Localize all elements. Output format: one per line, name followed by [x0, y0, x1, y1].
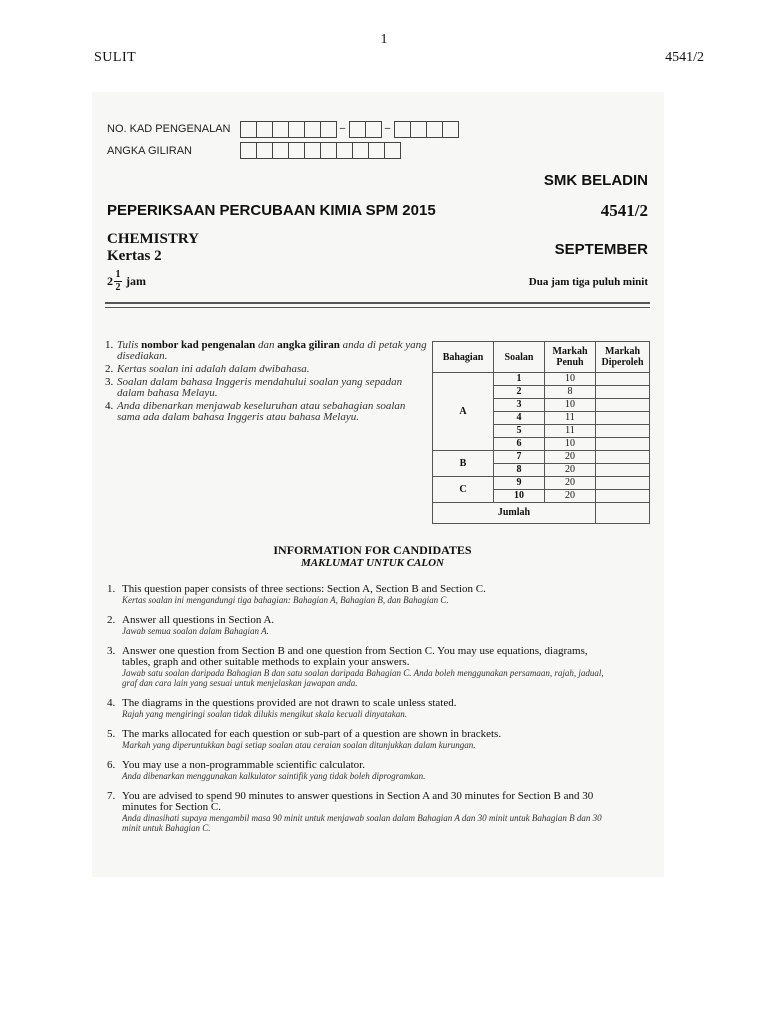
question-cell: 3: [494, 399, 545, 412]
ic-digit-box[interactable]: [304, 121, 321, 138]
obtained-cell[interactable]: [596, 412, 650, 425]
index-digit-box[interactable]: [272, 142, 289, 159]
question-cell: 8: [494, 464, 545, 477]
info-item: 7. You are advised to spend 90 minutes to answer questions in Section A and 30 minutes for Section B and 30 minutes for Section C. Anda dinasihati supaya mengambil masa 90 minit untuk menjawab soalan dalam Bahagian A dan 30 minit untuk Bahagian B dan 30 minit untuk Bahagian C.: [107, 790, 602, 833]
obtained-cell[interactable]: [596, 490, 650, 503]
info-item: 6. You may use a non-programmable scientific calculator. Anda dibenarkan menggunakan kalkulator saintifik yang tidak boleh diprogramkan.: [107, 759, 426, 781]
obtained-cell[interactable]: [596, 399, 650, 412]
full-marks-cell: 20: [545, 451, 596, 464]
info-item: 4. The diagrams in the questions provided are not drawn to scale unless stated. Rajah yang mengiringi soalan tidak dilukis mengikut skala kecuali dinyatakan.: [107, 697, 457, 719]
index-digit-box[interactable]: [256, 142, 273, 159]
header-rule: [105, 302, 650, 304]
ic-digit-box[interactable]: [272, 121, 289, 138]
table-row: [433, 477, 650, 490]
ic-digit-box[interactable]: [349, 121, 366, 138]
ic-digit-box[interactable]: [365, 121, 382, 138]
school-name: SMK BELADIN: [543, 172, 648, 189]
duration: [107, 270, 146, 293]
classification-label: SULIT: [94, 50, 137, 65]
section-cell: A: [433, 373, 494, 451]
obtained-cell[interactable]: [596, 386, 650, 399]
index-digit-box[interactable]: [384, 142, 401, 159]
section-cell: B: [433, 451, 494, 477]
obtained-cell[interactable]: [596, 373, 650, 386]
obtained-cell[interactable]: [596, 425, 650, 438]
question-cell: 6: [494, 438, 545, 451]
index-digit-box[interactable]: [304, 142, 321, 159]
index-number-boxes[interactable]: [240, 142, 400, 159]
obtained-cell[interactable]: [596, 451, 650, 464]
exam-title: PEPERIKSAAN PERCUBAAN KIMIA SPM 2015: [107, 202, 436, 219]
ic-separator: –: [384, 123, 391, 134]
header-marks-obtained: Markah Diperoleh: [596, 342, 650, 373]
paper-number: Kertas 2: [107, 248, 162, 264]
ic-digit-box[interactable]: [240, 121, 257, 138]
info-item: 3. Answer one question from Section B and one question from Section C. You may use equations, diagrams, tables, graph and other suitable methods to explain your answers. Jawab satu soalan daripada Bahagian B dan satu soalan daripada Bahagian C. Anda boleh menggunakan persamaan, rajah, jadual, graf dan cara lain yang sesuai untuk menjelaskan jawapan anda.: [107, 645, 604, 688]
question-cell: 1: [494, 373, 545, 386]
question-cell: 4: [494, 412, 545, 425]
info-item: 5. The marks allocated for each question or sub-part of a question are shown in brackets. Markah yang diperuntukkan bagi setiap soalan atau ceraian soalan ditunjukkan dalam kurungan.: [107, 728, 502, 750]
ic-digit-box[interactable]: [442, 121, 459, 138]
total-label: Jumlah: [433, 503, 596, 524]
ic-number-label: NO. KAD PENGENALAN: [107, 123, 231, 135]
ic-number-boxes[interactable]: [240, 121, 458, 138]
subject-name: CHEMISTRY: [107, 231, 199, 247]
full-marks-cell: 20: [545, 490, 596, 503]
index-digit-box[interactable]: [368, 142, 385, 159]
ic-separator: –: [339, 123, 346, 134]
ic-digit-box[interactable]: [394, 121, 411, 138]
ic-digit-box[interactable]: [410, 121, 427, 138]
obtained-cell[interactable]: [596, 464, 650, 477]
obtained-cell[interactable]: [596, 438, 650, 451]
total-row: [433, 503, 650, 524]
marks-table: [432, 341, 650, 524]
ic-digit-box[interactable]: [256, 121, 273, 138]
question-cell: 2: [494, 386, 545, 399]
full-marks-cell: 10: [545, 438, 596, 451]
full-marks-cell: 10: [545, 399, 596, 412]
index-digit-box[interactable]: [336, 142, 353, 159]
instructions-list: [105, 340, 430, 425]
full-marks-cell: 8: [545, 386, 596, 399]
header-full-marks: Markah Penuh: [545, 342, 596, 373]
table-row: [433, 451, 650, 464]
instruction-item: 3. Soalan dalam bahasa Inggeris mendahului soalan yang sepadan dalam bahasa Melayu.: [105, 376, 403, 399]
total-obtained-cell[interactable]: [596, 503, 650, 524]
duration-words: Dua jam tiga puluh minit: [528, 276, 648, 288]
duration-denominator: 2: [115, 282, 121, 293]
instruction-item: 4. Anda dibenarkan menjawab keseluruhan atau sebahagian soalan sama ada dalam bahasa Inggeris atau bahasa Melayu.: [105, 400, 406, 423]
ic-digit-box[interactable]: [288, 121, 305, 138]
paper-code: 4541/2: [600, 201, 648, 220]
question-cell: 9: [494, 477, 545, 490]
ic-digit-box[interactable]: [426, 121, 443, 138]
section-cell: C: [433, 477, 494, 503]
duration-whole: 2: [107, 274, 113, 288]
index-digit-box[interactable]: [352, 142, 369, 159]
info-item: 1. This question paper consists of three sections: Section A, Section B and Section C. Kertas soalan ini mengandungi tiga bahagian: Bahagian A, Bahagian B, dan Bahagian C.: [107, 583, 486, 605]
question-cell: 7: [494, 451, 545, 464]
info-title: INFORMATION FOR CANDIDATES: [273, 543, 472, 557]
question-cell: 5: [494, 425, 545, 438]
marks-table-header: [433, 342, 650, 373]
full-marks-cell: 11: [545, 425, 596, 438]
duration-numerator: 1: [115, 269, 121, 280]
header-question: Soalan: [494, 342, 545, 373]
header-rule: [105, 307, 650, 308]
info-item: 2. Answer all questions in Section A. Jawab semua soalan dalam Bahagian A.: [107, 614, 275, 636]
full-marks-cell: 11: [545, 412, 596, 425]
ic-digit-box[interactable]: [320, 121, 337, 138]
duration-fraction: [114, 270, 122, 293]
exam-month: SEPTEMBER: [554, 241, 648, 258]
subject-block: [107, 231, 199, 265]
info-subtitle: MAKLUMAT UNTUK CALON: [300, 557, 445, 569]
index-digit-box[interactable]: [288, 142, 305, 159]
index-digit-box[interactable]: [320, 142, 337, 159]
duration-unit: jam: [126, 274, 146, 288]
full-marks-cell: 10: [545, 373, 596, 386]
header-paper-code: 4541/2: [665, 50, 704, 65]
index-number-label: ANGKA GILIRAN: [107, 145, 192, 157]
obtained-cell[interactable]: [596, 477, 650, 490]
table-row: [433, 373, 650, 386]
full-marks-cell: 20: [545, 477, 596, 490]
question-cell: 10: [494, 490, 545, 503]
instruction-item: 2. Kertas soalan ini adalah dalam dwibahasa.: [105, 363, 310, 375]
instruction-item: 1. Tulis nombor kad pengenalan dan angka giliran anda di petak yang disediakan.: [105, 339, 427, 362]
info-list: [107, 584, 607, 843]
header-section: Bahagian: [433, 342, 494, 373]
index-digit-box[interactable]: [240, 142, 257, 159]
page-number: 1: [380, 32, 388, 47]
full-marks-cell: 20: [545, 464, 596, 477]
